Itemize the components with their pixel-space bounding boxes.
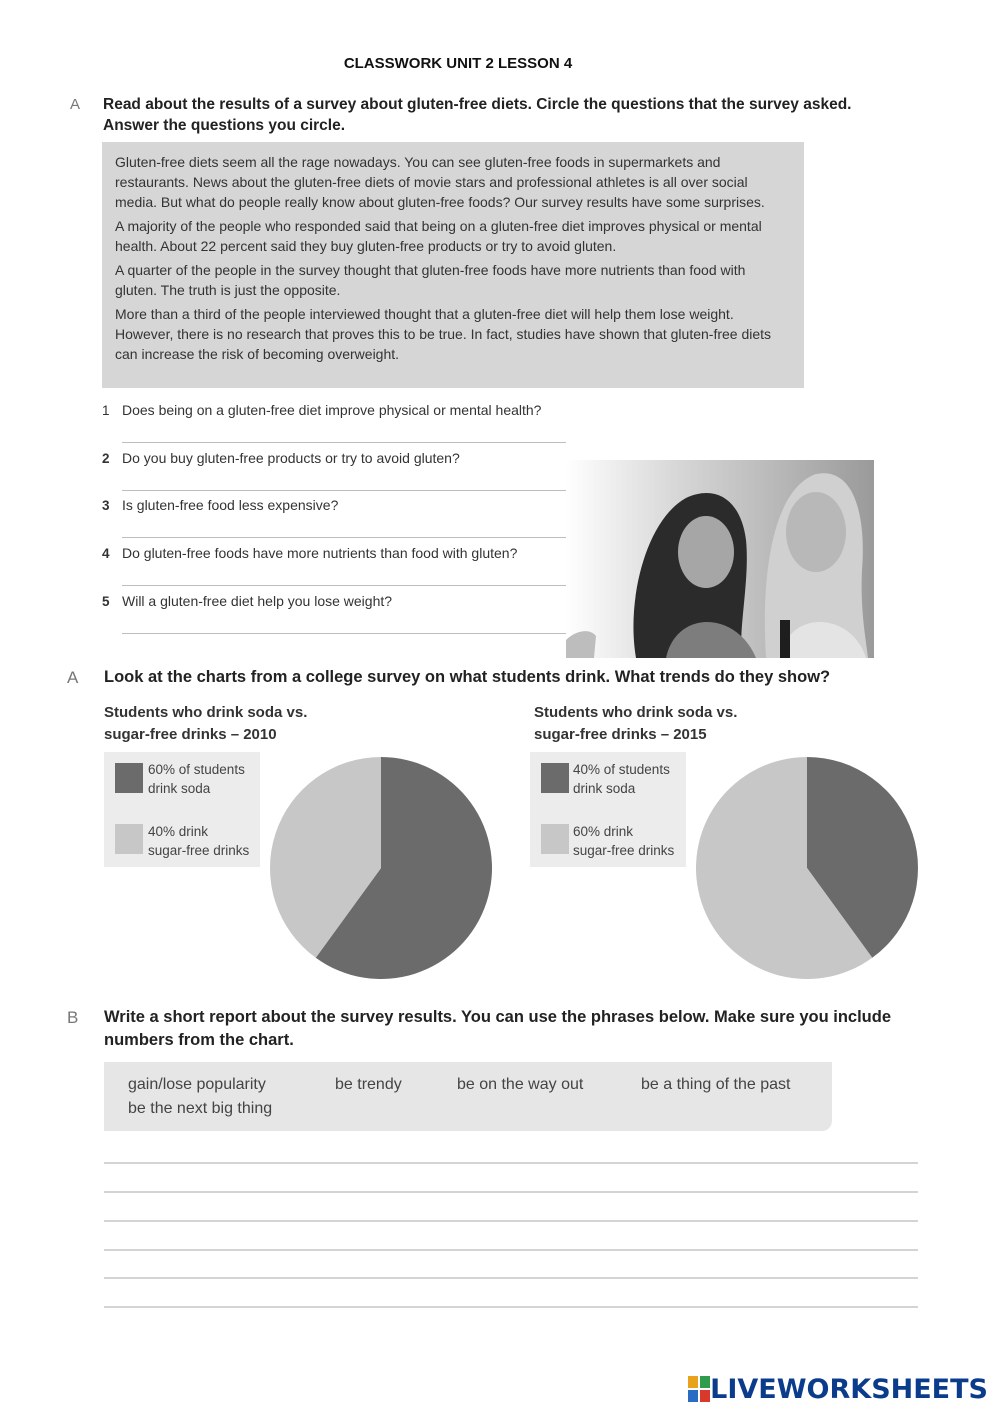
legend-2010 bbox=[104, 752, 260, 867]
question-number: 1 bbox=[102, 403, 110, 418]
instruction-line: Answer the questions you circle. bbox=[103, 117, 346, 134]
reading-paragraph: A quarter of the people in the survey thought that gluten-free foods have more nutrients than food with gluten. The truth is just the opposite. bbox=[115, 262, 746, 298]
legend-label-sugar-free bbox=[573, 822, 674, 860]
legend-2015 bbox=[530, 752, 686, 867]
reading-paragraph: Gluten-free diets seem all the rage nowadays. You can see gluten-free foods in supermarkets and restaurants. News about the gluten-free diets of movie stars and professional athletes is all over social media. But what do people really know about gluten-free foods? Our survey results have some surprises. bbox=[115, 154, 765, 210]
chart-title-line: Students who drink soda vs. bbox=[534, 704, 738, 721]
legend-label-line: 60% of students bbox=[148, 762, 245, 777]
writing-line[interactable] bbox=[104, 1162, 918, 1164]
chart-title-line: Students who drink soda vs. bbox=[104, 704, 308, 721]
legend-label-soda bbox=[148, 760, 245, 798]
phrase: be trendy bbox=[335, 1076, 402, 1093]
answer-line[interactable] bbox=[122, 633, 566, 634]
legend-swatch-soda bbox=[115, 763, 143, 793]
logo-text: LIVEWORKSHEETS bbox=[710, 1373, 988, 1405]
answer-line[interactable] bbox=[122, 585, 566, 586]
writing-line[interactable] bbox=[104, 1277, 918, 1279]
legend-label-line: drink soda bbox=[573, 781, 636, 796]
instruction-line: Read about the results of a survey about gluten-free diets. Circle the questions that the survey asked. bbox=[103, 96, 852, 113]
answer-line[interactable] bbox=[122, 537, 566, 538]
instruction-charts: Look at the charts from a college survey on what students drink. What trends do they show? bbox=[104, 668, 831, 686]
liveworksheets-logo bbox=[688, 1374, 988, 1404]
question-number: 4 bbox=[102, 546, 110, 561]
section-letter: B bbox=[67, 1008, 79, 1027]
legend-label-line: 60% drink bbox=[573, 824, 634, 839]
legend-label-line: 40% drink bbox=[148, 824, 209, 839]
reading-passage bbox=[102, 142, 804, 388]
instruction-line: Write a short report about the survey results. You can use the phrases below. Make sure you include bbox=[104, 1008, 892, 1026]
question-text: Is gluten-free food less expensive? bbox=[122, 497, 339, 513]
legend-label-soda bbox=[573, 760, 670, 798]
legend-label-line: drink soda bbox=[148, 781, 211, 796]
instruction-line: numbers from the chart. bbox=[104, 1031, 294, 1049]
chart-title-line: sugar-free drinks – 2015 bbox=[534, 726, 707, 743]
reading-paragraph: A majority of the people who responded said that being on a gluten-free diet improves physical or mental health. About 22 percent said they buy gluten-free products or try to avoid gluten. bbox=[115, 218, 762, 254]
legend-label-line: 40% of students bbox=[573, 762, 670, 777]
section-letter: A bbox=[67, 668, 79, 687]
chart-title-2010 bbox=[104, 702, 307, 746]
phrase: be the next big thing bbox=[128, 1100, 273, 1117]
legend-swatch-sugar-free bbox=[115, 824, 143, 854]
legend-label-line: sugar-free drinks bbox=[573, 843, 675, 858]
logo-blocks-icon bbox=[688, 1376, 710, 1402]
phrase-box bbox=[104, 1062, 832, 1131]
writing-line[interactable] bbox=[104, 1191, 918, 1193]
legend-label-line: sugar-free drinks bbox=[148, 843, 250, 858]
photo-two-women bbox=[566, 460, 874, 658]
phrase: gain/lose popularity bbox=[128, 1076, 266, 1093]
question-text: Do gluten-free foods have more nutrients than food with gluten? bbox=[122, 545, 518, 561]
legend-swatch-sugar-free bbox=[541, 824, 569, 854]
question-number: 3 bbox=[102, 498, 110, 513]
writing-line[interactable] bbox=[104, 1249, 918, 1251]
question-number: 5 bbox=[102, 594, 110, 609]
question-text: Will a gluten-free diet help you lose weight? bbox=[122, 593, 393, 609]
writing-line[interactable] bbox=[104, 1220, 918, 1222]
instruction-report bbox=[104, 1006, 891, 1052]
pie-chart-2010 bbox=[268, 750, 494, 986]
phrase: be on the way out bbox=[457, 1076, 584, 1093]
pie-chart-2015 bbox=[694, 750, 920, 986]
legend-swatch-soda bbox=[541, 763, 569, 793]
reading-paragraph: More than a third of the people interviewed thought that a gluten-free diet will help them lose weight. However, there is no research that proves this to be true. In fact, studies have shown that gluten-free diets can increase the risk of becoming overweight. bbox=[115, 306, 772, 362]
legend-label-sugar-free bbox=[148, 822, 249, 860]
chart-title-2015 bbox=[534, 702, 737, 746]
question-number: 2 bbox=[102, 451, 110, 466]
instruction-reading bbox=[103, 94, 852, 136]
writing-line[interactable] bbox=[104, 1306, 918, 1308]
question-text: Do you buy gluten-free products or try to avoid gluten? bbox=[122, 450, 460, 466]
chart-title-line: sugar-free drinks – 2010 bbox=[104, 726, 277, 743]
phrase: be a thing of the past bbox=[641, 1076, 791, 1093]
page-title: CLASSWORK UNIT 2 LESSON 4 bbox=[343, 55, 573, 72]
answer-line[interactable] bbox=[122, 490, 566, 491]
answer-line[interactable] bbox=[122, 442, 566, 443]
question-text: Does being on a gluten-free diet improve physical or mental health? bbox=[122, 402, 542, 418]
section-letter: A bbox=[70, 96, 81, 113]
